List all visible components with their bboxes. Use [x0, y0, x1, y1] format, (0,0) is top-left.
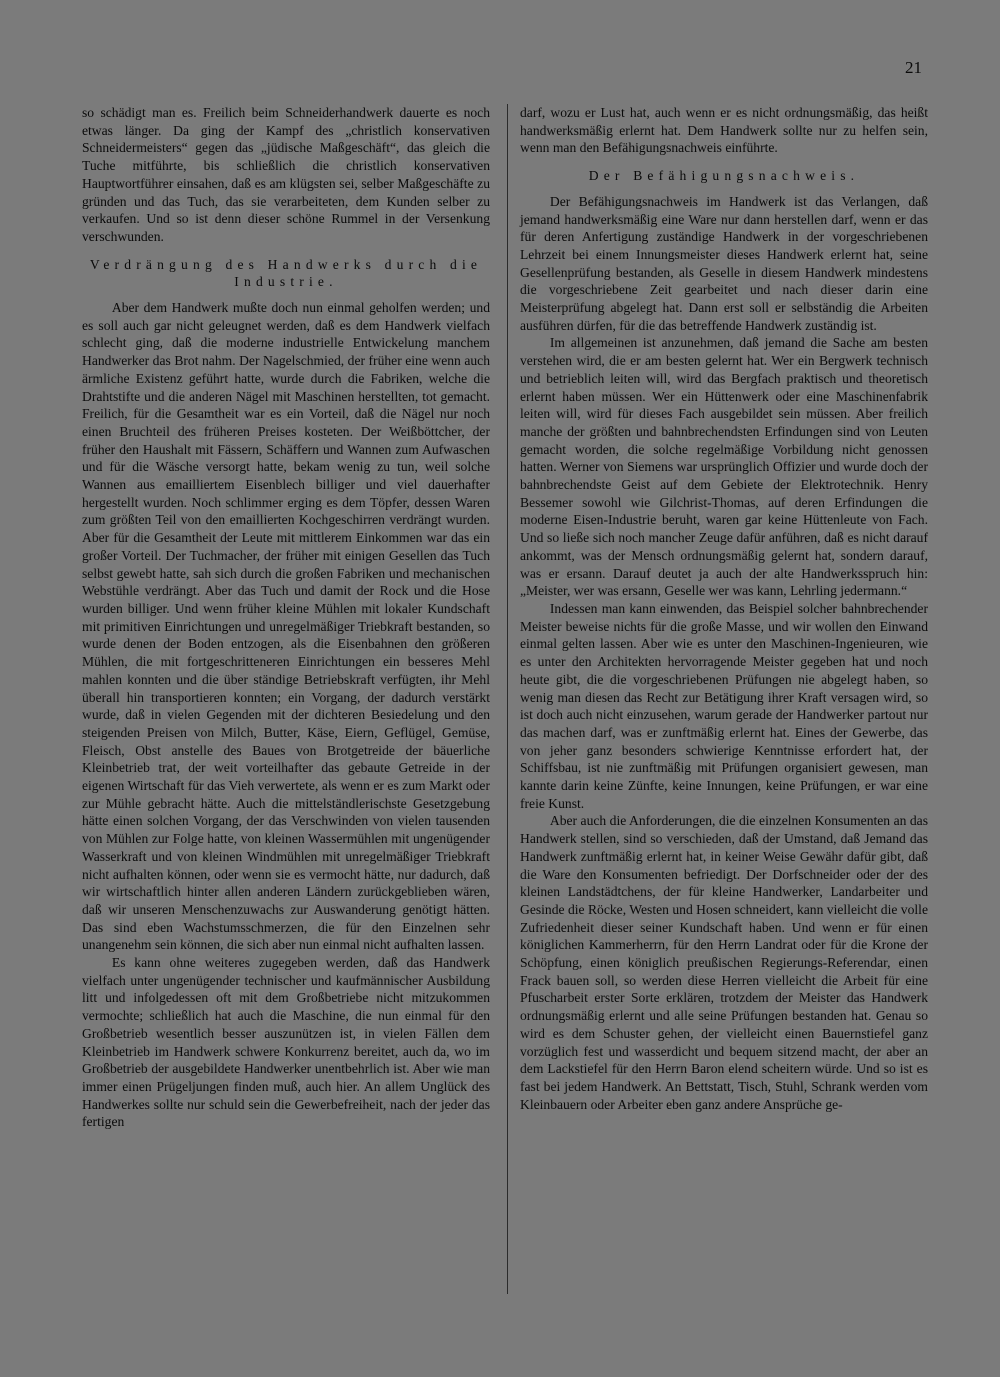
paragraph: Aber auch die Anforderungen, die die einzelnen Konsumenten an das Handwerk stellen, sind so verschieden, daß der Umstand, daß Jemand das Handwerk zunftmäßig erlernt hat, in keiner Weise Gewähr dafür gibt, daß die Ware den Konsumenten befriedigt. Der Dorfschneider oder der des kleinen Landstädtchens, der für kleine Handwerker, Landarbeiter und Gesinde die Röcke, Westen und Hosen schneidert, kann vielleicht die volle Zufriedenheit dieser seiner Kundschaft haben. Und wenn er für einen königlichen Kammerherrn, für den Herrn Landrat oder für die Krone der Schöpfung, einen königlich preußischen Regierungs-Referendar, einen Frack bauen soll, so werden diese Herren vielleicht die Arbeit für eine Pfuscharbeit erster Sorte erklären, trotzdem der Meister das Handwerk ordnungsmäßig erlernt und alle seine Prüfungen bestanden hat. Genau so wird es dem Schuster gehen, der vielleicht einen Bauernstiefel ganz vorzüglich fest und wasserdicht und bequem sitzend macht, der aber an dem Lackstiefel für den Herrn Baron elend scheitern würde. Und so ist es fast bei jedem Handwerk. An Bettstatt, Tisch, Stuhl, Schrank werden vom Kleinbauern oder Arbeiter eben ganz andere Ansprüche ge- [520, 813, 928, 1112]
section-heading: Verdrängung des Handwerks durch die Industrie. [89, 256, 483, 290]
paragraph: Indessen man kann einwenden, das Beispiel solcher bahnbrechender Meister beweise nichts für die große Masse, und wir wollen den Einwand einmal gelten lassen. Aber wie es unter den Maschinen-Ingenieuren, wie es unter den Architekten hervorragende Meister gegeben hat und noch heute gibt, die die vorgeschriebenen Prüfungen nie abgelegt haben, so wenig man diesen das Recht zur Betätigung ihrer Kraft versagen wird, so ist doch auch nicht einzusehen, warum gerade der Handwerker partout nur das machen darf, was er zunftmäßig erlernt hat. Eines der Gewerbe, das von jeher ganz besonders schwierige Kenntnisse erfordert hat, der Schiffsbau, ist nie zunftmäßig mit Prüfungen organisiert gewesen, man kannte darin keine Zünfte, keine Innungen, keine Prüfungen, er war eine freie Kunst. [520, 600, 928, 811]
paragraph: Es kann ohne weiteres zugegeben werden, daß das Handwerk vielfach unter ungenügender technischer und kaufmännischer Ausbildung litt und infolgedessen oft mit dem Großbetriebe nicht mitzukommen vermochte; schließlich hat auch die Maschine, die nun einmal für den Großbetrieb wesentlich besser auszunützen ist, in vielen Fällen dem Kleinbetrieb im Handwerk schwere Konkurrenz bereitet, auch da, wo im Großbetrieb der ausgebildete Handwerker unentbehrlich ist. Aber wie man immer einen Prügeljungen finden muß, auch hier. An allem Unglück des Handwerkes sollte nur schuld sein die Gewerbefreiheit, nach der jeder das fertigen [82, 955, 490, 1130]
paragraph: Im allgemeinen ist anzunehmen, daß jemand die Sache am besten verstehen wird, die er am besten gelernt hat. Wer ein Bergwerk technisch und betrieblich leiten will, wird das Bergfach praktisch und theoretisch erlernt haben müssen. Wer ein Hüttenwerk oder eine Maschinenfabrik leiten will, wird für dieses Fach ausgebildet sein müssen. Aber freilich manche der größten und bahnbrechendsten Erfindungen sind von Leuten gemacht worden, die solche regelmäßige Vorbildung nicht genossen hatten. Werner von Siemens war ursprünglich Offizier und wurde doch der bahnbrechendste Geist auf dem Gebiete der Elektrotechnik. Henry Bessemer sowohl wie Gilchrist-Thomas, auf deren Erfindungen die moderne Eisen-Industrie beruht, waren gar keine Hüttenleute von Fach. Und so ließe sich noch mancher Zeuge dafür anführen, daß es nicht darauf ankommt, was der Mensch ordnungsmäßig gelernt hat, sondern darauf, was er ersann. Darauf deutet ja auch der alte Handwerksspruch hin: „Meister, wer was ersann, Geselle wer was kann, Lehrling jedermann.“ [520, 335, 928, 599]
paragraph: darf, wozu er Lust hat, auch wenn er es nicht ordnungsmäßig, das heißt handwerksmäßig erlernt hat. Dem Handwerk sollte nur zu helfen sein, wenn man den Befähigungsnachweis einführte. [520, 105, 928, 156]
paragraph: Aber dem Handwerk mußte doch nun einmal geholfen werden; und es soll auch gar nicht geleugnet werden, daß es dem Handwerk vielfach schlecht ging, daß die moderne industrielle Entwickelung manchem Handwerker das Brot nahm. Der Nagelschmied, der früher eine wenn auch ärmliche Existenz geführt hatte, wurde durch die Fabriken, welche die Drahtstifte und die anderen Nägel mit Maschinen herstellten, tot gemacht. Freilich, für die Gesamtheit war es ein Vorteil, daß die Nägel nur noch einen Bruchteil des früheren Preises kosteten. Der Weißböttcher, der früher den Haushalt mit Fässern, Schäffern und Wannen zum Aufwaschen und für die Wäsche versorgt hatte, bekam wenig zu tun, weil solche Wannen aus emailliertem Eisenblech billiger und viel dauerhafter hergestellt wurden. Noch schlimmer erging es dem Töpfer, dessen Waren zum größten Teil von den emaillierten Kochgeschirren verdrängt wurden. Aber für die Gesamtheit der Leute mit mittlerem Einkommen war das ein großer Vorteil. Der Tuchmacher, der früher mit einigen Gesellen das Tuch selbst gewebt hatte, sah sich durch die großen Fabriken und mechanischen Webstühle verdrängt. Aber das Tuch und damit der Rock und die Hose wurden billiger. Und wenn früher kleine Mühlen mit lokaler Kundschaft mit primitiven Einrichtungen und unregelmäßiger Triebkraft bestanden, so wurde denen der Boden entzogen, als die Eisenbahnen den größeren Mühlen, die mit fortgeschritteneren Einrichtungen ein besseres Mehl mahlen konnten und die über ständige Betriebskraft verfügten, ihr Mehl überall hin transportieren konnten; ein Vorgang, der dadurch verstärkt wurde, daß in vielen Gegenden mit der dichteren Besiedelung und den steigenden Preisen von Milch, Butter, Käse, Eiern, Geflügel, Gemüse, Fleisch, Obst anstelle des Baues von Brotgetreide der bäuerliche Kleinbetrieb trat, der weit vorteilhafter das gebaute Getreide in der eigenen Wirtschaft für das Vieh verwertete, als wenn er es zum Markt oder zur Mühle gebracht hätte. Auch die mittelständlerischste Gesetzgebung hätte einen solchen Vorgang, der das Verschwinden von vielen tausenden von Mühlen zur Folge hatte, von kleinen Wassermühlen mit ungenügender Wasserkraft und von kleinen Windmühlen mit unregelmäßiger Triebkraft nicht aufhalten können, oder wenn sie es vermocht hätte, nur dadurch, daß wir wirtschaftlich hinter allen anderen Ländern zurückgeblieben wären, daß wir unseren Menschenzuwachs zur Auswanderung genötigt hätten. Das sind eben Wachstumsschmerzen, die für den Einzelnen sehr unangenehm sein können, die sich aber nun einmal nicht aufhalten lassen. [82, 300, 490, 953]
column-divider [507, 104, 508, 1294]
right-column [520, 104, 928, 1113]
section-heading: Der Befähigungsnachweis. [588, 168, 860, 184]
paragraph: Der Befähigungsnachweis im Handwerk ist das Verlangen, daß jemand handwerksmäßig eine Ware nur dann herstellen darf, wenn er das für deren Anfertigung zuständige Handwerk in der vorgeschriebenen Lehrzeit bei einem Innungsmeister dieses Handwerk erlernt hat, seine Gesellenprüfung bestanden, als Geselle in diesem Handwerk mindestens die vorgeschriebene Zeit gearbeitet und nach dieser darin eine Meisterprüfung abgelegt hat. Dann erst soll er selbständig die Arbeiten ausführen dürfen, für die das betreffende Handwerk zuständig ist. [520, 193, 928, 333]
page-number: 21 [905, 58, 922, 77]
paragraph: so schädigt man es. Freilich beim Schneiderhandwerk dauerte es noch etwas länger. Da ging der Kampf des „christlich konservativen Schneidermeisters“ gegen das „jüdische Maßgeschäft“, das gleich die Tuche mitführte, bis schließlich die christlich konservativen Hauptwortführer einsahen, daß es am klügsten sei, selber Maßgeschäfte zu gründen und das Tuch, das sie verarbeiteten, dem Kunden selber zu verkaufen. Und so ist denn dieser schöne Rummel in der Versenkung verschwunden. [82, 105, 490, 244]
left-column [82, 104, 490, 1131]
